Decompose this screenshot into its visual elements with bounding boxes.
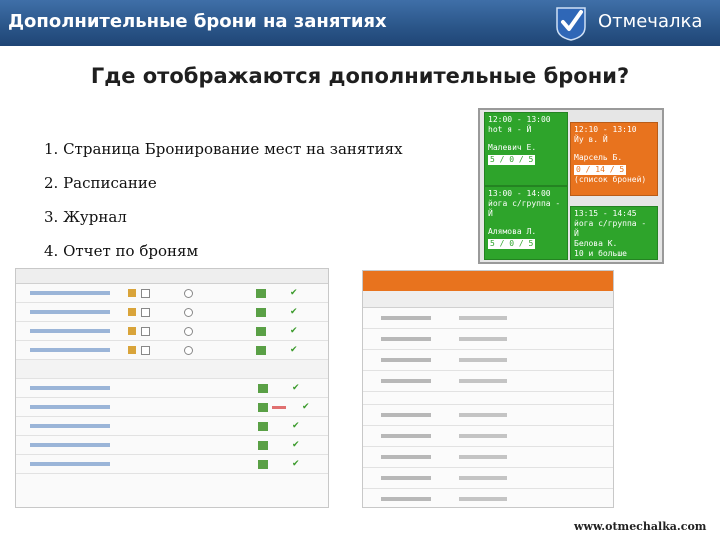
- table-row: [363, 426, 613, 447]
- list-item: 2. Расписание: [44, 174, 157, 192]
- card-icon[interactable]: [128, 327, 136, 335]
- table-row: [363, 489, 613, 508]
- checkbox[interactable]: [141, 289, 150, 298]
- header-bar: [0, 0, 720, 46]
- add-user-icon[interactable]: [256, 289, 266, 298]
- footer-url: www.otmechalka.com: [574, 520, 707, 533]
- table-header: [16, 269, 328, 284]
- table-row: [363, 405, 613, 426]
- checkbox[interactable]: [141, 308, 150, 317]
- table-row: [363, 329, 613, 350]
- table-row: [363, 371, 613, 392]
- check-icon: ✔: [302, 402, 310, 412]
- card-class: hot я - Й: [488, 125, 532, 134]
- radio[interactable]: [184, 327, 193, 336]
- card-class: йога с/группа - Й: [488, 199, 561, 218]
- table-row: [363, 447, 613, 468]
- card-trainer: Малевич Е.: [488, 143, 537, 152]
- card-count: 0 / 14 / 5: [576, 165, 625, 174]
- journal-screenshot: [362, 270, 614, 508]
- add-user-icon[interactable]: [258, 460, 268, 469]
- add-user-icon[interactable]: [256, 346, 266, 355]
- schedule-card[interactable]: [484, 186, 568, 260]
- card-icon[interactable]: [128, 346, 136, 354]
- card-time: 12:00 - 13:00: [488, 115, 551, 124]
- table-row: [16, 284, 328, 303]
- check-icon: ✔: [292, 459, 300, 469]
- card-trainer: Марсель Б.: [574, 153, 623, 162]
- table-row: [16, 341, 328, 360]
- list-item: 3. Журнал: [44, 208, 127, 226]
- section-divider: [16, 360, 328, 379]
- schedule-screenshot: [478, 108, 664, 264]
- table-row: [363, 308, 613, 329]
- radio[interactable]: [184, 346, 193, 355]
- card-icon[interactable]: [128, 308, 136, 316]
- card-class: йога с/группа - Й: [574, 219, 647, 238]
- check-icon: ✔: [290, 326, 298, 336]
- card-booking-list-link[interactable]: (список броней): [574, 175, 647, 184]
- list-item: 1. Страница Бронирование мест на занятиях: [44, 140, 403, 158]
- check-icon: ✔: [292, 421, 300, 431]
- table-row: [16, 303, 328, 322]
- card-class: Йу в. Й: [574, 135, 608, 144]
- table-row: [16, 455, 328, 474]
- schedule-card[interactable]: [484, 112, 568, 186]
- check-icon: ✔: [290, 345, 298, 355]
- add-user-icon[interactable]: [256, 308, 266, 317]
- add-user-icon[interactable]: [258, 403, 268, 412]
- table-header: [363, 291, 613, 308]
- slide-title: Дополнительные брони на занятиях: [8, 11, 387, 32]
- add-user-icon[interactable]: [256, 327, 266, 336]
- table-row: [16, 379, 328, 398]
- list-item: 4. Отчет по броням: [44, 242, 199, 260]
- table-row: [16, 436, 328, 455]
- card-trainer: Белова К.: [574, 239, 618, 248]
- checkbox[interactable]: [141, 346, 150, 355]
- card-trainer: Алямова Л.: [488, 227, 537, 236]
- section-divider: [363, 392, 613, 405]
- radio[interactable]: [184, 289, 193, 298]
- card-count: 10 и больше: [574, 249, 627, 258]
- table-row: [16, 398, 328, 417]
- table-row: [363, 350, 613, 371]
- card-count: 5 / 0 / 5: [490, 239, 534, 248]
- add-user-icon[interactable]: [258, 441, 268, 450]
- radio[interactable]: [184, 308, 193, 317]
- page-heading: Где отображаются дополнительные брони?: [90, 64, 630, 88]
- card-time: 12:10 - 13:10: [574, 125, 637, 134]
- class-header-bar: [363, 271, 613, 291]
- checkbox[interactable]: [141, 327, 150, 336]
- check-icon: ✔: [292, 440, 300, 450]
- schedule-card[interactable]: [570, 206, 658, 260]
- checkmark-shield-icon: [553, 5, 589, 41]
- card-icon[interactable]: [128, 289, 136, 297]
- table-row: [16, 417, 328, 436]
- card-time: 13:15 - 14:45: [574, 209, 637, 218]
- booking-page-screenshot: [15, 268, 329, 508]
- add-user-icon[interactable]: [258, 422, 268, 431]
- check-icon: ✔: [290, 288, 298, 298]
- schedule-card-highlighted[interactable]: [570, 122, 658, 196]
- brand-name: Отмечалка: [598, 11, 703, 32]
- card-count: 5 / 0 / 5: [490, 155, 534, 164]
- location-list: [44, 140, 403, 276]
- add-user-icon[interactable]: [258, 384, 268, 393]
- table-row: [363, 468, 613, 489]
- card-time: 13:00 - 14:00: [488, 189, 551, 198]
- check-icon: ✔: [292, 383, 300, 393]
- check-icon: ✔: [290, 307, 298, 317]
- table-row: [16, 322, 328, 341]
